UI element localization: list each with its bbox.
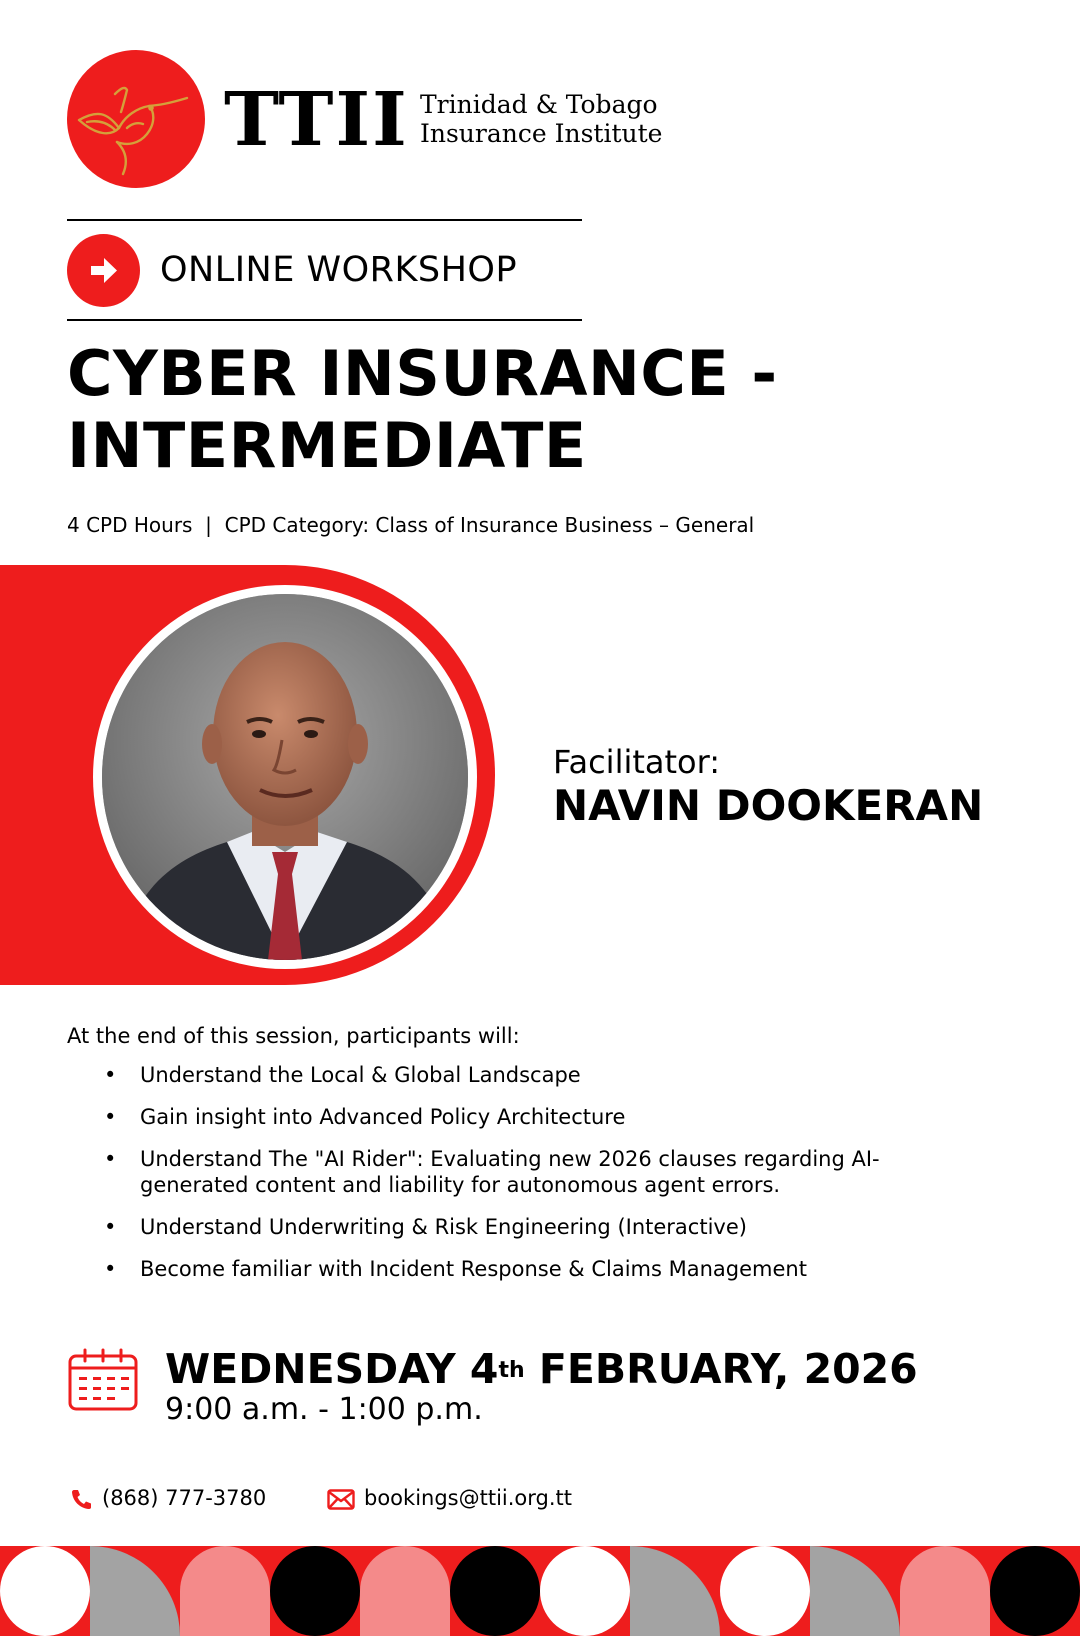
footer-quarter-grey xyxy=(630,1546,720,1636)
event-time: 9:00 a.m. - 1:00 p.m. xyxy=(165,1392,483,1427)
institute-name-line1: Trinidad & Tobago xyxy=(420,90,658,119)
footer-circle-white xyxy=(0,1546,90,1636)
footer-quarter-grey xyxy=(90,1546,180,1636)
list-item xyxy=(104,1062,964,1088)
event-month-year: FEBRUARY, 2026 xyxy=(524,1345,918,1393)
date-ordinal: th xyxy=(498,1358,525,1383)
cpd-info: 4 CPD Hours | CPD Category: Class of Insurance Business – General xyxy=(67,513,755,537)
bullet-icon: • xyxy=(104,1105,117,1129)
divider-top xyxy=(67,219,582,221)
footer-shapes xyxy=(0,1546,1080,1636)
footer-circle-black xyxy=(450,1546,540,1636)
list-item xyxy=(104,1104,964,1130)
footer-quarter-grey xyxy=(810,1546,900,1636)
footer-circle-white xyxy=(540,1546,630,1636)
institute-name xyxy=(420,90,662,148)
outcome-text: Gain insight into Advanced Policy Architecture xyxy=(140,1105,626,1129)
list-item xyxy=(104,1214,964,1240)
outcome-text: Understand the Local & Global Landscape xyxy=(140,1063,581,1087)
list-item xyxy=(104,1256,964,1282)
logo-emblem xyxy=(67,50,205,188)
bullet-icon: • xyxy=(104,1063,117,1087)
outcome-text: Understand Underwriting & Risk Engineering (Interactive) xyxy=(140,1215,747,1239)
outcome-text: Understand The "AI Rider": Evaluating new 2026 clauses regarding AI-generated content and liability for autonomous agent errors. xyxy=(140,1147,880,1197)
event-format: ONLINE WORKSHOP xyxy=(160,250,518,290)
bullet-icon: • xyxy=(104,1147,117,1171)
outcomes-intro: At the end of this session, participants will: xyxy=(67,1024,520,1048)
bullet-icon: • xyxy=(104,1257,117,1281)
facilitator-photo xyxy=(102,594,468,960)
hummingbird-icon xyxy=(67,50,205,188)
bullet-icon: • xyxy=(104,1215,117,1239)
email-address[interactable]: bookings@ttii.org.tt xyxy=(364,1486,573,1510)
calendar-icon xyxy=(67,1348,139,1416)
arrow-badge xyxy=(67,234,140,307)
phone-number[interactable]: (868) 777-3780 xyxy=(102,1486,267,1510)
footer-circle-black xyxy=(270,1546,360,1636)
list-item xyxy=(104,1146,964,1198)
footer-arch-pink xyxy=(900,1546,990,1636)
footer-arch-pink xyxy=(180,1546,270,1636)
event-title-line1: CYBER INSURANCE - xyxy=(67,337,778,410)
divider-bottom xyxy=(67,319,582,321)
footer-circle-white xyxy=(720,1546,810,1636)
outcome-text: Become familiar with Incident Response & Claims Management xyxy=(140,1257,807,1281)
footer-circle-black xyxy=(990,1546,1080,1636)
facilitator-label: Facilitator: xyxy=(553,743,720,781)
footer-arch-pink xyxy=(360,1546,450,1636)
event-date xyxy=(165,1344,918,1394)
footer-pattern xyxy=(0,1546,1080,1636)
mail-icon xyxy=(327,1489,355,1514)
event-day: WEDNESDAY 4 xyxy=(165,1345,499,1393)
outcomes-list xyxy=(104,1062,964,1298)
arrow-right-icon xyxy=(67,234,140,307)
logo-wordmark: TTII xyxy=(224,77,409,163)
phone-icon xyxy=(70,1488,92,1514)
event-title-line2: INTERMEDIATE xyxy=(67,409,587,482)
institute-name-line2: Insurance Institute xyxy=(420,119,663,148)
facilitator-name: NAVIN DOOKERAN xyxy=(553,781,984,830)
event-title xyxy=(67,338,778,482)
